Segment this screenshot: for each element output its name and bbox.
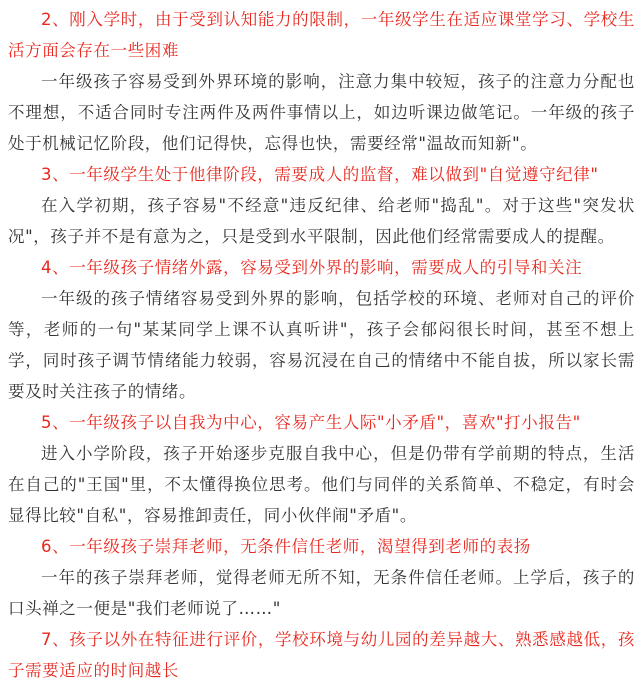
section-paragraph: 一年的孩子崇拜老师，觉得老师无所不知，无条件信任老师。上学后，孩子的口头禅之一便是"我们老师说了……" [8, 568, 635, 618]
section-5 [8, 407, 635, 531]
section-paragraph: 一年级的孩子情绪容易受到外界的影响，包括学校的环境、老师对自己的评价等，老师的一句"某某同学上课不认真听讲"，孩子会郁闷很长时间，甚至不想上学，同时孩子调节情绪能力较弱，容易沉浸在自己的情绪中不能自拔，所以家长需要及时关注孩子的情绪。 [8, 289, 635, 401]
section-heading: 5、一年级孩子以自我为中心，容易产生人际"小矛盾"，喜欢"打小报告" [41, 413, 581, 432]
section-6 [8, 531, 635, 624]
section-paragraph: 一年级孩子容易受到外界环境的影响，注意力集中较短，孩子的注意力分配也不理想，不适合同时专注两件及两件事情以上，如边听课边做笔记。一年级的孩子处于机械记忆阶段，他们记得快，忘得也快，需要经常"温故而知新"。 [8, 72, 635, 153]
section-7 [8, 624, 635, 686]
section-heading: 7、孩子以外在特征进行评价，学校环境与幼儿园的差异越大、熟悉感越低，孩子需要适应的时间越长 [8, 630, 635, 680]
section-heading: 3、一年级学生处于他律阶段，需要成人的监督，难以做到"自觉遵守纪律" [41, 165, 599, 184]
section-4 [8, 252, 635, 407]
section-heading: 2、刚入学时，由于受到认知能力的限制，一年级学生在适应课堂学习、学校生活方面会存在一些困难 [8, 10, 635, 60]
section-paragraph: 进入小学阶段，孩子开始逐步克服自我中心，但是仍带有学前期的特点，生活在自己的"王国"里，不太懂得换位思考。他们与同伴的关系简单、不稳定，有时会显得比较"自私"，容易推卸责任，同小伙伴闹"矛盾"。 [8, 444, 635, 525]
section-heading: 6、一年级孩子崇拜老师，无条件信任老师，渴望得到老师的表扬 [41, 537, 531, 556]
section-3 [8, 159, 635, 252]
section-heading: 4、一年级孩子情绪外露，容易受到外界的影响，需要成人的引导和关注 [41, 258, 583, 277]
section-paragraph: 在入学初期，孩子容易"不经意"违反纪律、给老师"捣乱"。对于这些"突发状况"，孩子并不是有意为之，只是受到水平限制，因此他们经常需要成人的提醒。 [8, 196, 635, 246]
section-2 [8, 4, 635, 159]
